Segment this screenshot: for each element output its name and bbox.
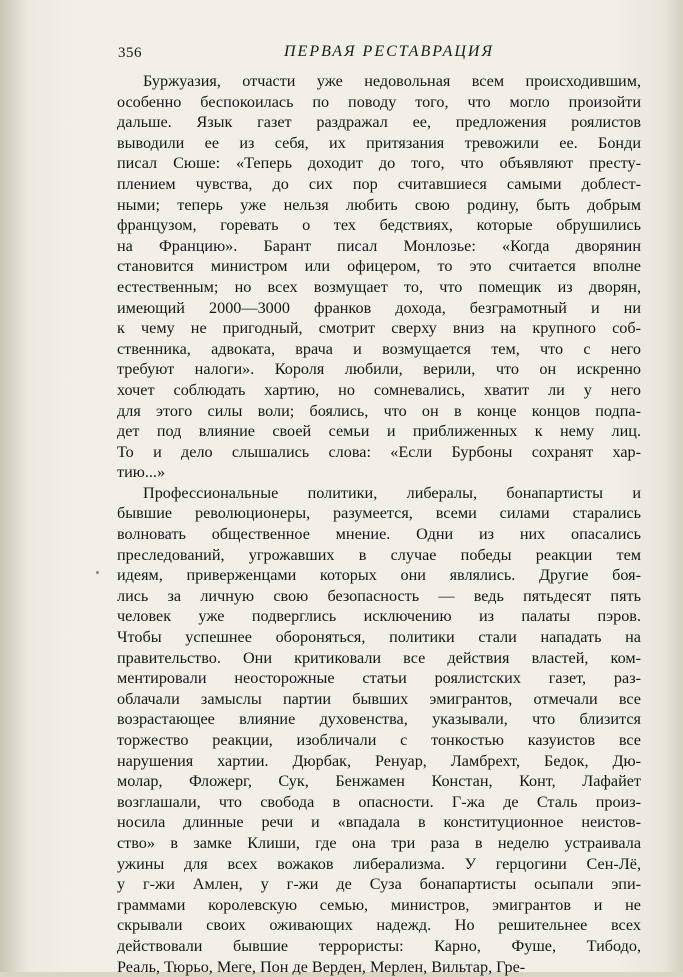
text-line: бывшие революционеры, разумеется, всеми силами старались xyxy=(117,504,641,523)
text-line: скрывали своих оживающих надежд. Но решительнее всех xyxy=(117,916,641,935)
paragraph xyxy=(117,71,641,483)
stray-ink-dot xyxy=(96,571,99,574)
text-line: преследований, угрожавших в случае победы реакции тем xyxy=(117,545,641,564)
text-line: французом, горевать о тех бедствиях, которые обрушились xyxy=(117,216,641,235)
text-line: идеям, приверженцами которых они являлись. Другие боя- xyxy=(117,566,641,585)
running-title: ПЕРВАЯ РЕСТАВРАЦИЯ xyxy=(284,43,494,60)
text-line: облачали замыслы партии бывших эмигрантов, отмечали все xyxy=(117,689,641,708)
text-line: писал Сюше: «Теперь доходит до того, что объявляют престу- xyxy=(117,154,641,173)
text-line: ственника, адвоката, врача и возмущается тем, что с него xyxy=(117,339,641,358)
text-line: торжество реакции, изобличали с тонкостью казуистов все xyxy=(117,731,641,749)
text-line: носила длинные речи и «впадала в конституционное неистов- xyxy=(117,813,641,832)
text-line: Реаль, Тюрьо, Меге, Пон де Верден, Мерлен, Вильтар, Гре- xyxy=(117,957,526,976)
text-line: Буржуазия, отчасти уже недовольная всем происходившим, xyxy=(143,72,641,90)
text-line: дальше. Язык газет раздражал ее, предложения роялистов xyxy=(117,113,641,132)
text-line: к чему не пригодный, смотрит сверху вниз на крупного соб- xyxy=(117,319,641,338)
text-line: особенно беспокоилась по поводу того, что могло произойти xyxy=(117,92,641,111)
text-line: нарушения хартии. Дюрбак, Ренуар, Ламбрехт, Бедок, Дю- xyxy=(117,751,641,770)
paragraph xyxy=(117,483,641,977)
text-line: граммами королевскую семью, министров, эмигрантов и не xyxy=(117,895,641,914)
text-line: ными; теперь уже нельзя любить свою родину, быть добрым xyxy=(117,195,641,214)
page-number: 356 xyxy=(118,45,142,61)
text-line: хочет соблюдать хартию, но сомневались, хватит ли у него xyxy=(117,380,641,399)
text-line: волновать общественное мнение. Одни из них опасались xyxy=(117,525,641,544)
text-line: на Францию». Барант писал Монлозье: «Когда дворянин xyxy=(117,236,641,255)
text-line: ство» в замке Клиши, где она три раза в неделю устраивала xyxy=(117,833,641,852)
text-line: у г-жи Амлен, у г-жи де Суза бонапартисты осыпали эпи- xyxy=(117,875,641,894)
text-line: человек уже подверглись исключению из палаты пэров. xyxy=(117,607,641,626)
text-line: дет под влияние своей семьи и приближенных к нему лиц. xyxy=(117,422,641,441)
text-line: действовали бывшие террористы: Карно, Фуше, Тибодо, xyxy=(117,936,641,955)
text-line: возрастающее влияние духовенства, указывали, что близится xyxy=(117,710,641,729)
text-line: для этого силы воли; боялись, что он в конце концов подпа- xyxy=(117,401,641,420)
text-line: ментировали неосторожные статьи роялистских газет, раз- xyxy=(117,669,641,688)
text-line: Профессиональные политики, либералы, бонапартисты и xyxy=(143,483,641,502)
text-line: естественным; но всех возмущает то, что помещик из дворян, xyxy=(117,277,641,296)
text-line: тию...» xyxy=(117,463,166,482)
text-line: молар, Фложерг, Сук, Бенжамен Констан, Конт, Лафайет xyxy=(117,772,641,791)
body-text xyxy=(117,71,641,977)
page-header xyxy=(118,41,640,67)
text-line: выводили ее из себя, их притязания тревожили ее. Бонди xyxy=(117,133,641,152)
text-line: ужины для всех вожаков либерализма. У герцогини Сен-Лё, xyxy=(117,854,641,873)
text-line: лись за личную свою безопасность — ведь пятьдесят пять xyxy=(117,586,641,605)
text-line: Чтобы успешнее обороняться, политики стали нападать на xyxy=(117,628,641,647)
text-line: становится министром или офицером, то это считается вполне xyxy=(117,257,641,276)
text-line: То и дело слышались слова: «Если Бурбоны сохранят хар- xyxy=(117,442,641,461)
text-line: плением чувства, до сих пор считавшиеся самыми доблест- xyxy=(117,174,641,193)
text-line: имеющий 2000—3000 франков дохода, безграмотный и ни xyxy=(117,298,641,317)
text-line: правительство. Они критиковали все действия властей, ком- xyxy=(117,648,641,667)
text-line: требуют налоги». Короля любили, верили, что он искренно xyxy=(117,360,641,379)
text-line: возглашали, что свобода в опасности. Г-жа де Сталь произ- xyxy=(117,792,641,811)
